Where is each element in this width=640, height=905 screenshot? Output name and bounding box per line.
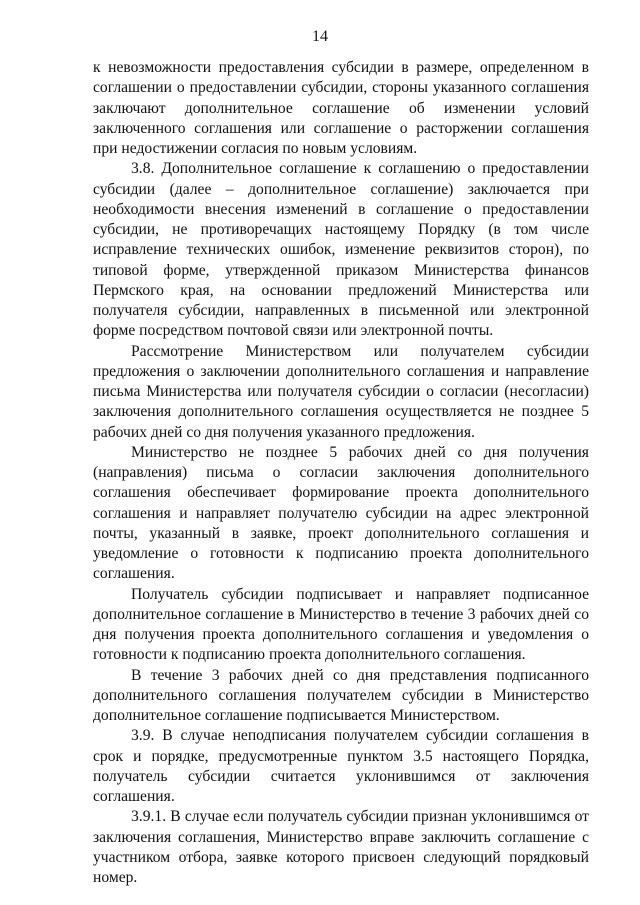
paragraph-3-8: 3.8. Дополнительное соглашение к соглашению о предоставлении субсидии (далее – дополнительное соглашение) заключается при необходимости внесения изменений в соглашение о предоставлении субсидии, не противоречащих настоящему Порядку (в том числе исправление технических ошибок, изменение реквизитов сторон), по типовой форме, утвержденной приказом Министерства финансов Пермского края, на основании предложений Министерства или получателя субсидии, направленных в письменной или электронной форме посредством почтовой связи или электронной почты. (93, 160, 589, 340)
document-body (93, 58, 589, 888)
paragraph-continuation: к невозможности предоставления субсидии в размере, определенном в соглашении о предоставлении субсидии, стороны указанного соглашения заключают дополнительное соглашение об изменении условий заключенного соглашения или соглашение о расторжении соглашения при недостижении согласия по новым условиям. (93, 59, 589, 157)
paragraph-3-9-1: 3.9.1. В случае если получатель субсидии признан уклонившимся от заключения соглашения, Министерство вправе заключить соглашение с участником отбора, заявке которого присвоен следующий порядковый номер. (93, 808, 589, 886)
paragraph-review: Рассмотрение Министерством или получателем субсидии предложения о заключении дополнительного соглашения и направление письма Министерства или получателя субсидии о согласии (несогласии) заключения дополнительного соглашения осуществляется не позднее 5 рабочих дней со дня получения указанного предложения. (93, 342, 589, 441)
paragraph-ministry-signs: В течение 3 рабочих дней со дня представления подписанного дополнительного соглашения получателем субсидии в Министерство дополнительное соглашение подписывается Министерством. (93, 666, 589, 724)
paragraph-recipient-signs: Получатель субсидии подписывает и направляет подписанное дополнительное соглашение в Министерство в течение 3 рабочих дней со дня получения проекта дополнительного соглашения и уведомления о готовности к подписанию проекта дополнительного соглашения. (93, 585, 589, 664)
paragraph-3-9: 3.9. В случае неподписания получателем субсидии соглашения в срок и порядке, предусмотренные пунктом 3.5 настоящего Порядка, получатель субсидии считается уклонившимся от заключения соглашения. (93, 727, 589, 805)
page-number: 14 (312, 28, 328, 45)
paragraph-ministry-draft: Министерство не позднее 5 рабочих дней со дня получения (направления) письма о согласии заключения дополнительного соглашения обеспечивает формирование проекта дополнительного соглашения и направляет получателю субсидии на адрес электронной почты, указанный в заявке, проект дополнительного соглашения и уведомление о готовности к подписанию проекта дополнительного соглашения. (93, 443, 589, 583)
